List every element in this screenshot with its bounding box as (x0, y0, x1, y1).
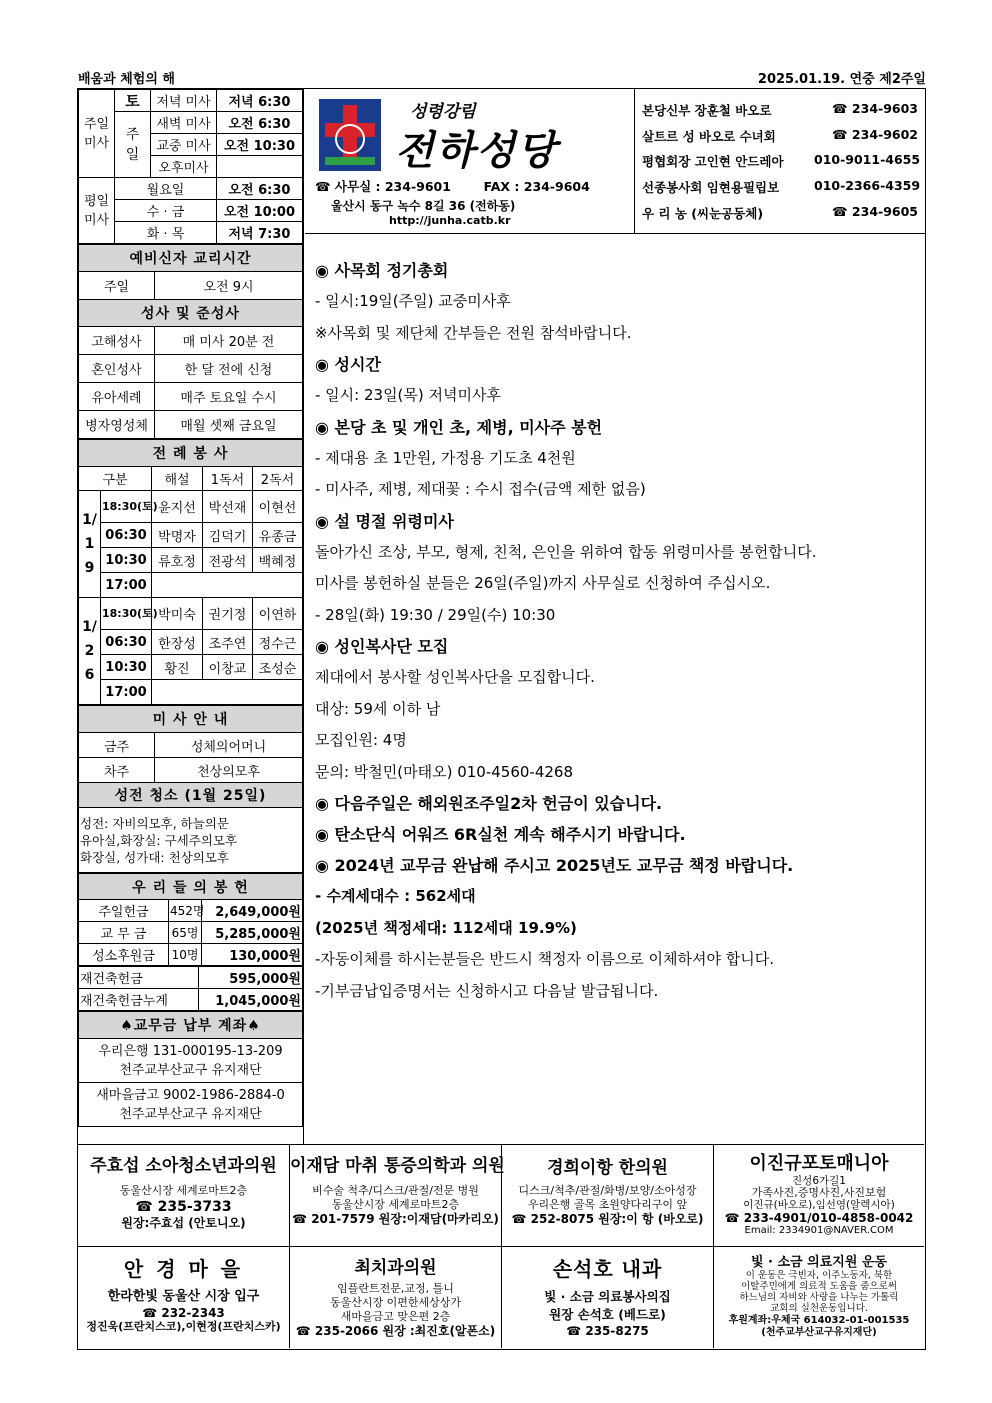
offerings-table-2 (78, 966, 303, 1011)
sacrament-value: 매주 토요일 수시 (155, 383, 303, 411)
mass-guide-title: 미 사 안 내 (79, 706, 303, 733)
liturgy-cell: 류호정 (152, 548, 203, 573)
notice-line: - 수계세대수 : 562세대 (315, 887, 476, 905)
ad-line: 새마을금고 맞은편 2층 (340, 1310, 451, 1323)
ad-line: 정진욱(프란치스코),이현정(프란치스카) (86, 1320, 281, 1333)
ad-line: ☎ 235-2066 원장 :최진호(알폰소) (295, 1324, 496, 1338)
ad-title: 이진규포토매니아 (749, 1153, 889, 1174)
ad-line: ☎ 233-4901/010-4858-0042 (724, 1211, 914, 1225)
contact-name: 본당신부 장훈철 바오로 (642, 103, 772, 118)
offering-count: 10명 (169, 944, 202, 966)
liturgy-cell: 황진 (152, 655, 203, 680)
notice-line: - 일시:19일(주일) 교중미사후 (315, 292, 511, 310)
contact-name: 선종봉사회 임현용필립보 (642, 180, 780, 195)
offering-amount: 1,045,000원 (199, 989, 303, 1011)
saturday-label: 토 (115, 90, 151, 112)
liturgy-cell: 전광석 (203, 548, 253, 573)
bulletin-frame (77, 88, 926, 1350)
notice-heading: ◉ 설 명절 위령미사 (315, 511, 454, 531)
church-logo-icon (319, 99, 381, 171)
notice-line: ※사목회 및 제단체 간부들은 전원 참석바랍니다. (315, 323, 632, 342)
liturgy-time: 06:30 (101, 630, 152, 655)
mass-guide-value: 천상의모후 (155, 758, 303, 783)
ad-line: 임플란트전문,교정, 틀니 (337, 1282, 454, 1295)
notice-line: 미사를 봉헌하실 분들은 26일(주일)까지 사무실로 신청하여 주십시오. (315, 574, 771, 592)
liturgy-cell: 유종금 (253, 523, 303, 548)
ad-line: 교회의 실천운동입니다. (770, 1303, 868, 1314)
church-header (305, 89, 925, 234)
ad-line: ☎ 232-2343 (142, 1306, 225, 1320)
left-column (78, 89, 304, 1144)
contact-name: 우 리 농 (씨눈공동체) (642, 206, 764, 221)
notice-heading: ◉ 탄소단식 어워즈 6R실천 계속 해주시기 바랍니다. (315, 825, 686, 844)
notice-line: - 제대용 초 1만원, 가정용 기도초 4천원 (315, 448, 576, 467)
contact-phone: 010-9011-4655 (814, 152, 921, 167)
catechumen-title: 예비신자 교리시간 (79, 245, 303, 272)
sacrament-name: 유아세례 (79, 383, 155, 411)
offerings-title: 우 리 들 의 봉 헌 (79, 874, 303, 900)
liturgy-table (78, 439, 303, 705)
ad-line: 우리은행 골목 초원양다리구이 앞 (527, 1198, 688, 1211)
mass-guide-table (78, 705, 303, 873)
ad-line: 한라한빛 동울산 시장 입구 (107, 1289, 260, 1304)
mass-guide-value: 성체의어머니 (155, 733, 303, 758)
church-url[interactable]: http://junha.catb.kr (389, 214, 511, 227)
liturgy-cell (152, 680, 303, 705)
ad-box (290, 1145, 505, 1247)
ad-box (714, 1145, 924, 1247)
ad-line: 진성6가길1 (792, 1175, 846, 1187)
mass-name: 교중 미사 (151, 134, 217, 156)
mass-time (217, 156, 303, 178)
liturgy-header: 1독서 (203, 467, 253, 491)
notice-line: 모집인원: 4명 (315, 731, 407, 749)
contact-phone: 010-2366-4359 (814, 178, 921, 193)
ad-line: 비수술 척추/디스크/관절/전문 병원 (312, 1184, 479, 1197)
notice-line: 제대에서 봉사할 성인복사단을 모집합니다. (315, 668, 595, 686)
ad-title: 이재담 마취 통증의학과 의원 (290, 1156, 505, 1176)
bulletin-date: 2025.01.19. 연중 제2주일 (757, 72, 926, 87)
logo-area (305, 89, 635, 234)
liturgy-header: 구분 (79, 467, 152, 491)
accounts-table (78, 1011, 303, 1127)
mass-guide-name: 금주 (79, 733, 155, 758)
mass-guide-name: 차주 (79, 758, 155, 783)
notice-line: - 28일(화) 19:30 / 29일(수) 10:30 (315, 605, 556, 624)
year-theme: 배움과 체험의 해 (78, 72, 175, 87)
mass-time: 저녁 6:30 (217, 90, 303, 112)
weekday-time: 오전 10:00 (217, 200, 303, 222)
liturgy-cell: 박선재 (203, 491, 253, 523)
sacrament-name: 병자영성체 (79, 411, 155, 439)
liturgy-cell: 윤지선 (152, 491, 203, 523)
ad-box (78, 1247, 290, 1348)
liturgy-header: 해설 (152, 467, 203, 491)
liturgy-date: 1/26 (79, 598, 101, 705)
ad-box (502, 1247, 714, 1348)
notice-line: - 미사주, 제병, 제대꽃 : 수시 접수(금액 제한 없음) (315, 480, 646, 498)
liturgy-cell: 조주연 (203, 630, 253, 655)
offering-name: 재건축헌금 (79, 967, 199, 989)
liturgy-time: 18:30(토) (101, 598, 152, 630)
notice-heading: ◉ 다음주일은 해외원조주일2차 헌금이 있습니다. (315, 794, 663, 813)
notice-heading: ◉ 2024년 교무금 완납해 주시고 2025년도 교무금 책정 바랍니다. (315, 856, 794, 875)
weekday-name: 수 · 금 (115, 200, 217, 222)
offering-amount: 595,000원 (199, 967, 303, 989)
weekday-name: 화 · 목 (115, 222, 217, 244)
liturgy-cell: 이창교 (203, 655, 253, 680)
liturgy-time: 17:00 (101, 680, 152, 705)
top-line (78, 68, 926, 88)
offering-count: 65명 (169, 922, 202, 944)
liturgy-cell: 박미숙 (152, 598, 203, 630)
mass-time: 오전 6:30 (217, 112, 303, 134)
contact-name: 살트르 성 바오로 수녀회 (642, 129, 776, 144)
liturgy-cell: 조성순 (253, 655, 303, 680)
notice-line: 돌아가신 조상, 부모, 형제, 친척, 은인을 위하여 합동 위령미사를 봉헌합니다. (315, 542, 817, 561)
notice-line: -기부금납입증명서는 신청하시고 다음날 발급됩니다. (315, 981, 659, 1000)
ad-line: 하느님의 자비와 사랑을 나누는 가톨릭 (739, 1292, 899, 1303)
weekday-mass-label: 평일미사 (79, 178, 115, 244)
ad-title: 주효섭 소아청소년과의원 (90, 1156, 277, 1176)
offering-count: 452명 (169, 900, 202, 922)
liturgy-time: 10:30 (101, 655, 152, 680)
ad-line: 이탈주민에게 의료적 도움을 줌으로써 (741, 1281, 897, 1292)
liturgy-time: 18:30(토) (101, 491, 152, 523)
offering-name: 교 무 금 (79, 922, 169, 944)
liturgy-cell: 이현선 (253, 491, 303, 523)
ad-line: 가족사진,증명사진,사진보험 (751, 1186, 887, 1199)
ad-title: 안 경 마 을 (123, 1257, 244, 1281)
contact-phone: ☎ 234-9603 (832, 101, 918, 116)
cleaning-title: 성전 청소 (1월 25일) (79, 783, 303, 808)
ad-title: 최치과의원 (354, 1258, 437, 1278)
notice-heading: ◉ 성시간 (315, 355, 381, 374)
liturgy-cell: 백혜정 (253, 548, 303, 573)
sacrament-value: 매월 셋째 금요일 (155, 411, 303, 439)
liturgy-cell: 권기정 (203, 598, 253, 630)
ad-box (290, 1247, 502, 1348)
ad-line: ☎ 235-8275 (566, 1324, 649, 1338)
offering-name: 주일헌금 (79, 900, 169, 922)
office-phone: ☎ 사무실 : 234-9601 (315, 179, 451, 194)
ad-line: ☎ 201-7579 원장:이재담(마카리오) (292, 1212, 499, 1226)
cleaning-line: 성전: 자비의모후, 하늘의문 (80, 815, 229, 831)
contact-name: 평협회장 고인현 안드레아 (642, 154, 784, 169)
liturgy-header: 2독서 (253, 467, 303, 491)
sacrament-name: 혼인성사 (79, 355, 155, 383)
ad-line: 디스크/척추/관절/화병/보양/소아성장 (518, 1184, 697, 1197)
liturgy-cell: 정수근 (253, 630, 303, 655)
ad-line: 후원계좌:우체국 614032-01-001535 (728, 1315, 910, 1326)
ad-line: 원장 손석호 (베드로) (549, 1307, 666, 1322)
notice-heading: ◉ 사목회 정기총회 (315, 261, 449, 280)
account-holder: 천주교부산교구 유지재단 (119, 1062, 262, 1078)
sunday-label: 주일 (115, 112, 151, 178)
cleaning-body (79, 808, 303, 873)
ad-title: 손석호 내과 (552, 1257, 663, 1281)
cleaning-line: 유아실,화장실: 구세주의모후 (80, 832, 238, 848)
ad-line: 이진규(바오로),임선영(알렉시아) (743, 1199, 895, 1211)
liturgy-time: 10:30 (101, 548, 152, 573)
office-fax: FAX : 234-9604 (483, 179, 590, 194)
ad-line: 동울산시장 세계로마트2층 (331, 1198, 460, 1211)
catechumen-time: 오전 9시 (155, 272, 303, 300)
liturgy-title: 전 례 봉 사 (79, 440, 303, 467)
notices (305, 235, 925, 1144)
offering-name: 성소후원금 (79, 944, 169, 966)
offering-name: 재건축헌금누계 (79, 989, 199, 1011)
liturgy-date: 1/19 (79, 491, 101, 598)
account-item (79, 1083, 303, 1127)
contacts (636, 89, 925, 234)
liturgy-cell: 김덕기 (203, 523, 253, 548)
ad-line: 동울산시장 세계로마트2층 (119, 1184, 248, 1197)
liturgy-cell (152, 573, 303, 598)
ad-title: 경희이항 한의원 (547, 1158, 668, 1178)
liturgy-cell: 박명자 (152, 523, 203, 548)
ad-box (714, 1247, 924, 1348)
notice-heading: ◉ 성인복사단 모집 (315, 637, 449, 656)
liturgy-cell: 한장성 (152, 630, 203, 655)
sacrament-name: 고해성사 (79, 327, 155, 355)
notice-line: -자동이체를 하시는분들은 반드시 책정자 이름으로 이체하셔야 합니다. (315, 950, 775, 968)
sacraments-title: 성사 및 준성사 (79, 300, 303, 327)
ads (78, 1144, 924, 1349)
notice-line: - 일시: 23일(목) 저녁미사후 (315, 386, 501, 404)
ad-line: 빛 · 소금 의료봉사의집 (544, 1289, 671, 1304)
account-number: 새마을금고 9002-1986-2884-0 (96, 1087, 285, 1103)
ad-line: (천주교부산교구유지재단) (761, 1327, 877, 1338)
contact-phone: ☎ 234-9602 (832, 127, 918, 142)
account-item (79, 1039, 303, 1083)
ad-line: Email: 2334901@NAVER.COM (744, 1225, 894, 1236)
liturgy-time: 17:00 (101, 573, 152, 598)
ad-line: 이 운동은 극빈자, 이주노동자, 북한 (745, 1270, 893, 1281)
mass-time: 오전 10:30 (217, 134, 303, 156)
church-title: 전하성당 (395, 127, 558, 174)
offering-amount: 130,000원 (202, 944, 303, 966)
ad-line: 원장:주효섭 (안토니오) (121, 1216, 246, 1230)
accounts-title: ♠교무금 납부 계좌♠ (79, 1012, 303, 1039)
notice-line: (2025년 책정세대: 112세대 19.9%) (315, 918, 577, 937)
catechumen-day: 주일 (79, 272, 155, 300)
catechumen-table (78, 244, 303, 439)
offerings-table (78, 873, 303, 966)
notice-heading: ◉ 본당 초 및 개인 초, 제병, 미사주 봉헌 (315, 417, 603, 437)
ad-line: ☎ 252-8075 원장:이 항 (바오로) (511, 1212, 704, 1226)
mass-name: 오후미사 (151, 156, 217, 178)
offering-amount: 5,285,000원 (202, 922, 303, 944)
mass-name: 저녁 미사 (151, 90, 217, 112)
ad-box (502, 1145, 714, 1247)
weekday-time: 저녁 7:30 (217, 222, 303, 244)
account-number: 우리은행 131-000195-13-209 (98, 1043, 283, 1059)
account-holder: 천주교부산교구 유지재단 (119, 1106, 262, 1122)
ad-box (78, 1145, 290, 1247)
ad-title: 빛 · 소금 의료지원 운동 (750, 1255, 888, 1270)
sunday-mass-label: 주일미사 (79, 90, 115, 178)
church-address: 울산시 동구 녹수 8길 36 (전하동) (331, 199, 516, 213)
cleaning-line: 화장실, 성가대: 천상의모후 (80, 849, 229, 865)
notice-line: 문의: 박철민(마태오) 010-4560-4268 (315, 762, 574, 781)
weekday-name: 월요일 (115, 178, 217, 200)
sacrament-value: 한 달 전에 신청 (155, 355, 303, 383)
contact-phone: ☎ 234-9605 (832, 204, 918, 219)
liturgy-time: 06:30 (101, 523, 152, 548)
office-line (315, 177, 590, 195)
mass-name: 새벽 미사 (151, 112, 217, 134)
sacrament-value: 매 미사 20분 전 (155, 327, 303, 355)
offering-amount: 2,649,000원 (202, 900, 303, 922)
ad-line: ☎ 235-3733 (135, 1199, 232, 1215)
ad-line: 동울산시장 이편한세상상가 (329, 1296, 461, 1309)
church-subtitle: 성령강림 (410, 102, 476, 122)
liturgy-cell: 이연하 (253, 598, 303, 630)
notice-line: 대상: 59세 이하 남 (315, 699, 441, 718)
weekday-time: 오전 6:30 (217, 178, 303, 200)
mass-schedule-table (78, 89, 303, 244)
